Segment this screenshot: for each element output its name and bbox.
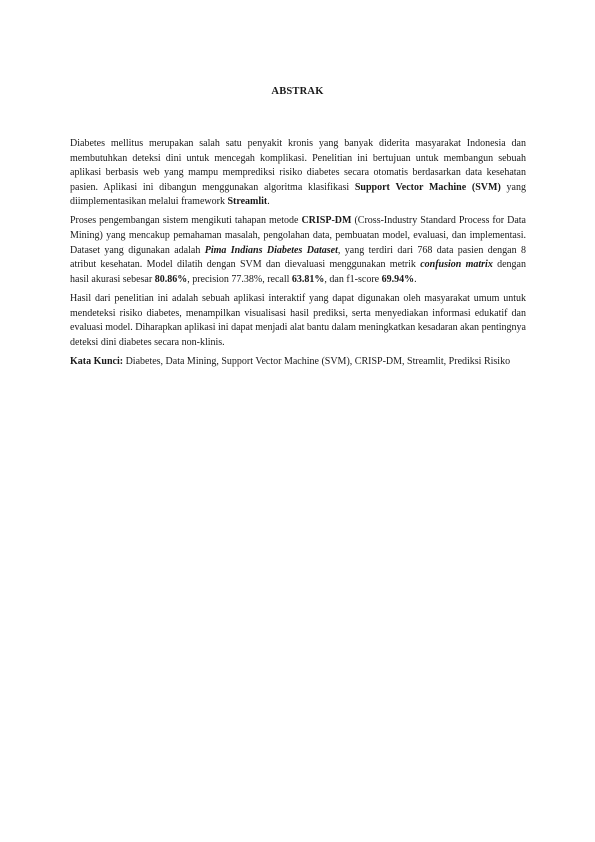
keywords-paragraph [70,355,526,370]
paragraph-2-run: , precision 77.38%, recall [187,273,292,285]
paragraph-2-run: 69.94% [381,273,415,285]
paragraph-2-run: Pima Indians Diabetes Dataset [204,244,338,256]
paragraph-1-run: . [267,196,270,208]
paragraph-1-run: Diabetes mellitus merupakan salah satu penyakit kronis yang banyak diderita masyarakat Indonesia dan membutuhkan deteksi dini untuk mencegah komplikasi. Penelitian ini bertujuan untuk membangun sebuah aplikasi berbasis web yang mampu memprediksi risiko diabetes secara otomatis berdasarkan data kesehatan pasien. Aplikasi ini dibangun menggunakan algoritma klasifikasi [70,138,526,193]
paragraph-2-run: 63.81% [291,273,325,285]
abstract-paragraph-3 [70,292,526,350]
paragraph-2-run: dengan hasil akurasi sebesar [70,259,526,285]
paragraph-2-run: CRISP-DM [301,215,352,227]
page-title: ABSTRAK [271,86,324,97]
keywords-label: Kata Kunci: [70,355,124,367]
paragraph-1-run: Support Vector Machine (SVM) [354,181,501,193]
paragraph-2-run: 80.86% [154,273,188,285]
abstract-paragraph-2 [70,214,526,287]
paragraph-2-run: Proses pengembangan sistem mengikuti tahapan metode [70,215,302,227]
paragraph-1-run: Streamlit [227,196,268,208]
keywords-text: Diabetes, Data Mining, Support Vector Machine (SVM), CRISP-DM, Streamlit, Prediksi Risiko [123,355,511,367]
paragraph-3-run: Hasil dari penelitian ini adalah sebuah aplikasi interaktif yang dapat digunakan oleh masyarakat umum untuk mendeteksi risiko diabetes, menampilkan visualisasi hasil prediksi, serta menyediakan informasi edukatif dan evaluasi model. Diharapkan aplikasi ini dapat menjadi alat bantu dalam meningkatkan kesadaran akan pentingnya deteksi dini diabetes secara non-klinis. [70,292,526,348]
paragraph-2-run: . [414,273,417,285]
paragraph-2-run: , yang terdiri dari 768 data pasien dengan 8 atribut kesehatan. Model dilatih dengan SVM dan dievaluasi menggunakan metrik [70,244,526,271]
paragraph-2-run: confusion matrix [420,259,493,271]
paragraph-2-run: , dan f1-score [324,273,382,285]
abstract-paragraph-1 [70,137,526,210]
abstract-body [70,137,526,374]
paragraph-1-run: yang diimplementasikan melalui framework [70,181,526,208]
paragraph-2-run: (Cross-Industry Standard Process for Data Mining) yang mencakup pemahaman masalah, pengolahan data, pembuatan model, evaluasi, dan implementasi. Dataset yang digunakan adalah [70,215,526,256]
